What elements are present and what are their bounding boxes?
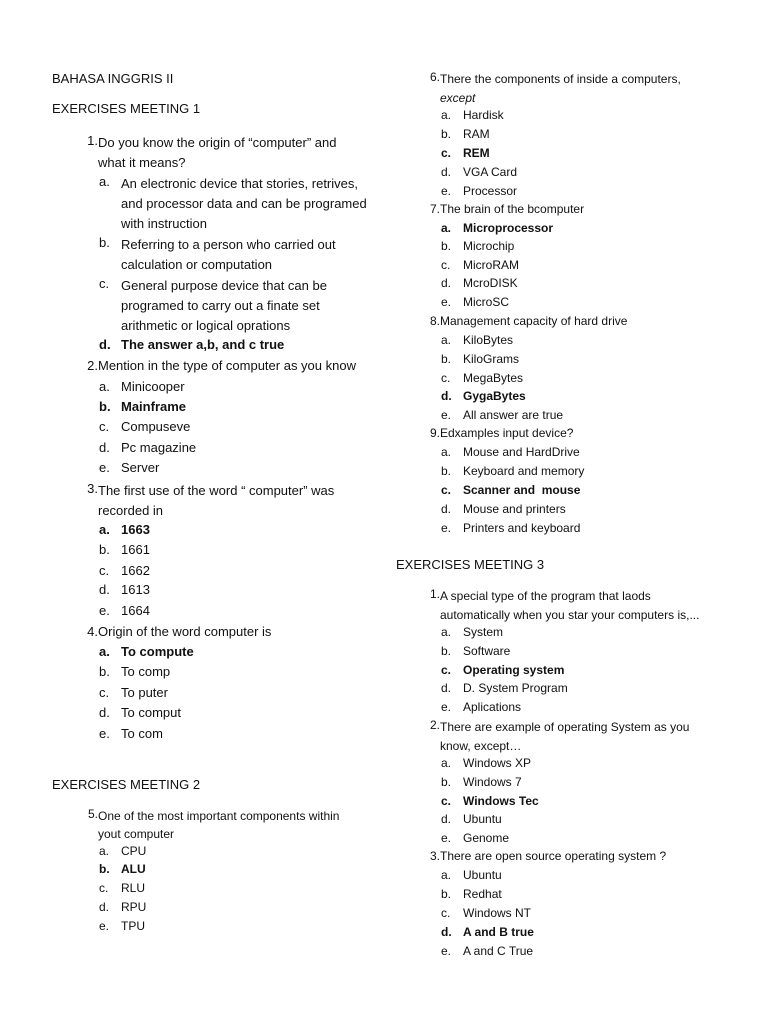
question-3: 3. The first use of the word “ computer” was recorded in <box>87 481 335 518</box>
question-6: 6. There the components of inside a computers, except <box>418 70 758 108</box>
section-heading-meeting-3: EXERCISES MEETING 3 <box>396 557 545 572</box>
document-title: BAHASA INGGRIS II <box>52 71 174 86</box>
section-heading-meeting-2: EXERCISES MEETING 2 <box>52 777 201 792</box>
section-heading-meeting-1: EXERCISES MEETING 1 <box>52 101 201 116</box>
question-9: 9. Edxamples input device? <box>429 426 574 440</box>
question-8: 8. Management capacity of hard drive <box>429 314 628 328</box>
question-1 <box>76 133 376 173</box>
question-number: 1. <box>87 133 98 148</box>
question-7: 7. The brain of the bcomputer <box>429 202 585 216</box>
question-m3-3: 3. There are open source operating system ? <box>429 849 667 863</box>
question-qualifier: except <box>440 91 476 105</box>
question-5: 5. One of the most important components within yout computer <box>87 807 340 841</box>
question-2: 2. Mention in the type of computer as you know <box>87 358 356 373</box>
question-m3-1: 1. A special type of the program that laods automatically when you star your computers is,... <box>429 587 700 622</box>
question-4: 4. Origin of the word computer is <box>87 624 272 639</box>
question-m3-2: 2. There are example of operating System as you know, except… <box>429 718 690 753</box>
question-text: Do you know the origin of “computer” and what it means? <box>98 135 337 170</box>
